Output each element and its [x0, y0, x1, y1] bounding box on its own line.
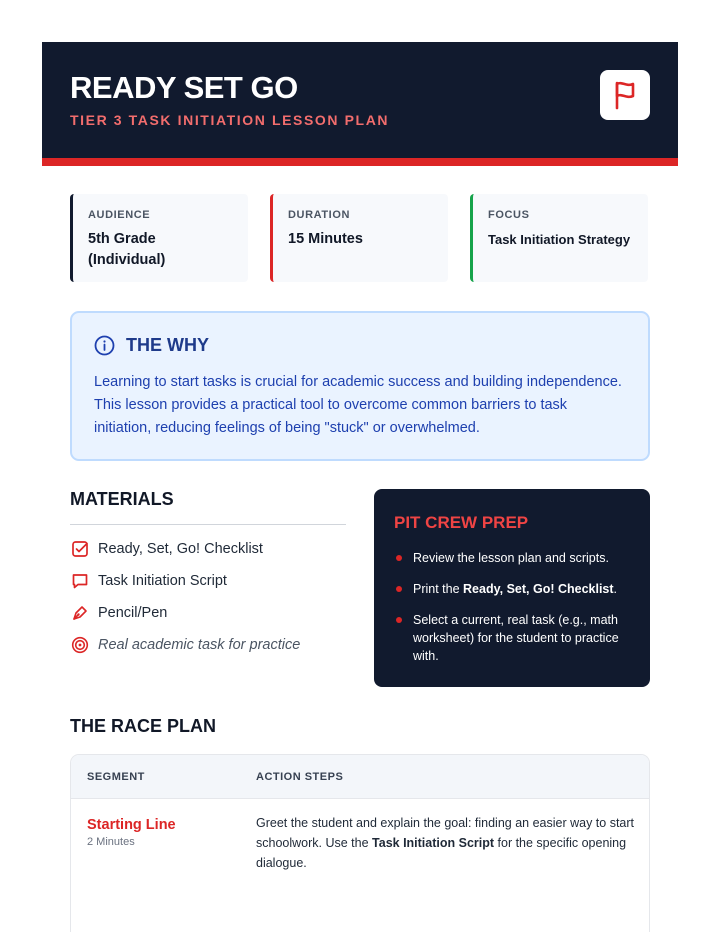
meta-card-duration: [270, 194, 448, 282]
material-label: Pencil/Pen: [98, 605, 168, 621]
why-callout: [70, 311, 650, 461]
column-header-segment: SEGMENT: [87, 771, 145, 783]
why-text: Learning to start tasks is crucial for academic success and building independence. This lesson provides a practical tool to overcome common barriers to task initiation, reducing feelings of being "stuck" or overwhelmed.: [94, 374, 622, 436]
action-steps: Greet the student and explain the goal: finding an easier way to start schoolwork. Use the Task Initiation Script for the specific opening dialogue.: [256, 816, 635, 870]
meta-label: DURATION: [288, 209, 351, 221]
list-item: [70, 565, 346, 597]
materials-section: [70, 489, 346, 661]
header-banner: [42, 42, 678, 166]
list-item: [70, 533, 346, 565]
list-item: [70, 597, 346, 629]
meta-label: FOCUS: [488, 209, 530, 221]
column-header-action-steps: ACTION STEPS: [256, 771, 344, 783]
meta-label: AUDIENCE: [88, 209, 151, 221]
divider: [70, 524, 346, 525]
meta-card-audience: [70, 194, 248, 282]
target-icon: [71, 636, 89, 654]
pen-icon: [71, 604, 89, 622]
why-title: THE WHY: [126, 335, 209, 355]
list-item: Print the Ready, Set, Go! Checklist.: [394, 580, 630, 598]
material-label: Real academic task for practice: [98, 637, 301, 653]
meta-card-focus: [470, 194, 648, 282]
list-item: [70, 629, 346, 661]
logo: [600, 70, 650, 120]
flag-icon: [611, 80, 639, 110]
pit-crew-list: [394, 549, 630, 665]
segment-name: Starting Line: [87, 817, 176, 833]
pit-crew-prep-card: [374, 489, 650, 687]
checkbox-icon: [71, 540, 89, 558]
material-label: Task Initiation Script: [98, 573, 227, 589]
speech-bubble-icon: [71, 572, 89, 590]
race-plan-table: [70, 754, 650, 932]
bullet-icon: [396, 555, 402, 561]
pit-crew-title: PIT CREW PREP: [394, 513, 529, 532]
meta-value: 15 Minutes: [288, 231, 363, 247]
materials-list: [70, 533, 346, 661]
meta-value: Task Initiation Strategy: [488, 232, 631, 247]
bullet-icon: [396, 586, 402, 592]
info-icon: [94, 335, 115, 356]
materials-title: MATERIALS: [70, 489, 174, 509]
segment-duration: 2 Minutes: [87, 836, 135, 848]
table-row: [71, 799, 649, 932]
page-subtitle: TIER 3 TASK INITIATION LESSON PLAN: [70, 112, 390, 128]
meta-value: 5th Grade (Individual): [88, 231, 166, 268]
material-label: Ready, Set, Go! Checklist: [98, 541, 263, 557]
why-heading: [94, 335, 209, 356]
list-item: Review the lesson plan and scripts.: [394, 549, 630, 567]
bullet-icon: [396, 617, 402, 623]
list-item: Select a current, real task (e.g., math worksheet) for the student to practice with.: [394, 611, 630, 665]
page-title: READY SET GO: [70, 70, 298, 105]
table-header: [71, 755, 649, 799]
race-plan-title: THE RACE PLAN: [70, 716, 217, 736]
